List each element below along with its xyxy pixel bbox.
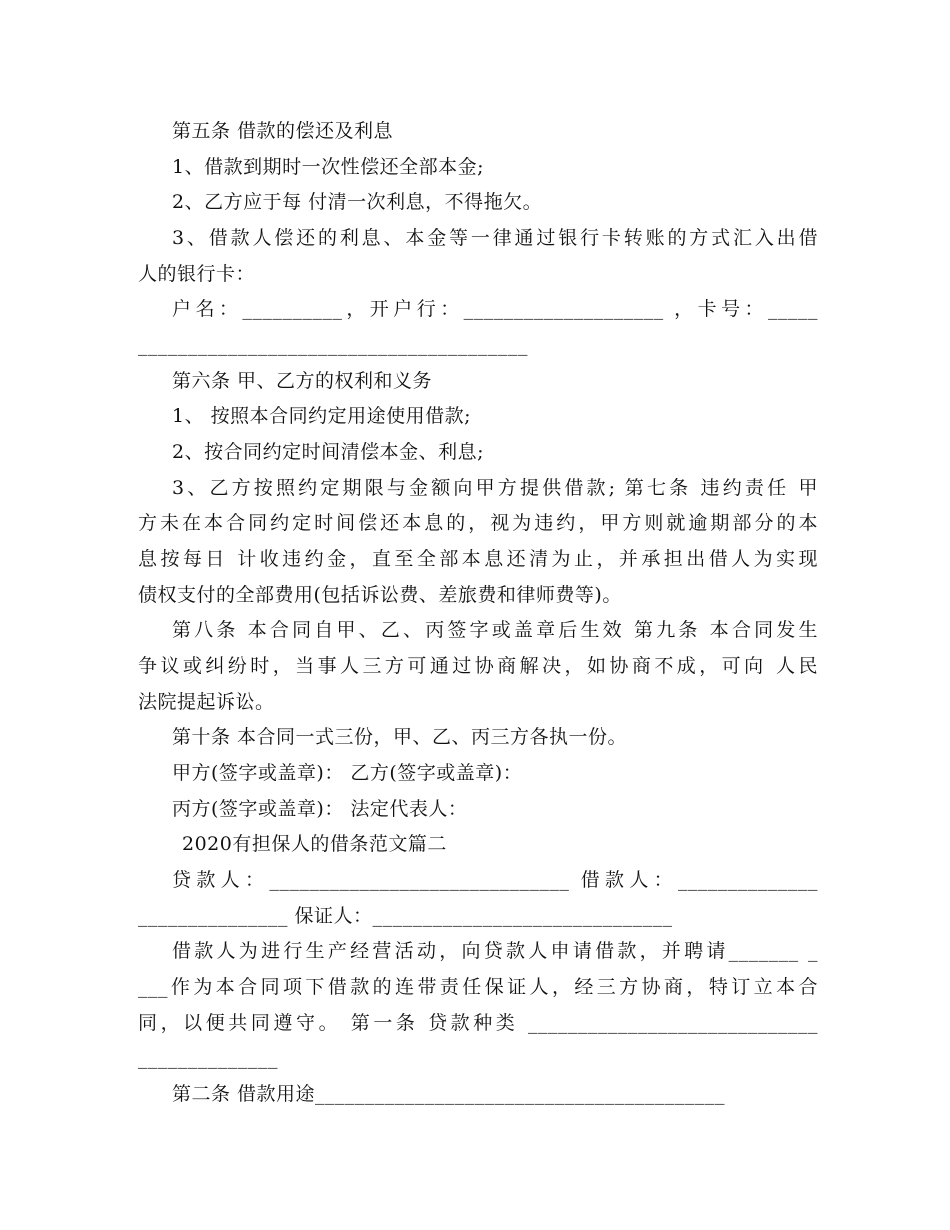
text-line: 同，以便共同遵守。 第一条 贷款种类 _____________________________ (138, 1012, 818, 1034)
text-line: 人的银行卡： (138, 263, 256, 285)
text-line: 债权支付的全部费用(包括诉讼费、差旅费和律师费等)。 (138, 584, 622, 606)
guarantor-line: _______________ 保证人：______________________________ (138, 905, 673, 927)
section-10-line: 第十条 本合同一式三份，甲、乙、丙三方各执一份。 (172, 726, 628, 748)
section-2-line: 第二条 借款用途_________________________________________ (172, 1083, 726, 1105)
text-line: 1、 按照本合同约定用途使用借款; (172, 405, 472, 427)
text-line: 借款人为进行生产经营活动，向贷款人申请借款，并聘请_______ _ (172, 940, 818, 962)
signature-line: 丙方(签字或盖章)： 法定代表人： (172, 798, 468, 820)
section-6-heading: 第六条 甲、乙方的权利和义务 (172, 370, 433, 392)
blank-underline: _______________________________________ (138, 334, 528, 356)
text-line: 2、按合同约定时间清偿本金、利息; (172, 441, 484, 463)
text-line: 3、乙方按照约定期限与金额向甲方提供借款; 第七条 违约责任 甲 (172, 477, 818, 499)
text-line: 第八条 本合同自甲、乙、丙签字或盖章后生效 第九条 本合同发生 (172, 619, 818, 641)
text-line: 法院提起诉讼。 (138, 691, 275, 713)
text-line: 2、乙方应于每 付清一次利息，不得拖欠。 (172, 191, 543, 213)
account-fields-line: 户名：__________，开户行：____________________ ，卡号：_____ (172, 298, 818, 320)
article-title: 2020有担保人的借条范文篇二 (182, 833, 447, 855)
signature-line: 甲方(签字或盖章)： 乙方(签字或盖章)： (172, 762, 523, 784)
blank-underline: ______________ (138, 1047, 278, 1069)
text-line: 1、借款到期时一次性偿还全部本金; (172, 156, 484, 178)
text-line: 方未在本合同约定时间偿还本息的，视为违约，甲方则就逾期部分的本 (138, 512, 818, 534)
parties-line: 贷款人：______________________________ 借款人：______________ (172, 869, 818, 891)
text-line: 3、借款人偿还的利息、本金等一律通过银行卡转账的方式汇入出借 (172, 227, 818, 249)
text-line: 息按每日 计收违约金，直至全部本息还清为止，并承担出借人为实现 (138, 548, 818, 570)
text-line: 争议或纠纷时，当事人三方可通过协商解决，如协商不成，可向 人民 (138, 655, 818, 677)
section-5-heading: 第五条 借款的偿还及利息 (172, 120, 394, 142)
text-line: ___作为本合同项下借款的连带责任保证人，经三方协商，特订立本合 (138, 976, 818, 998)
